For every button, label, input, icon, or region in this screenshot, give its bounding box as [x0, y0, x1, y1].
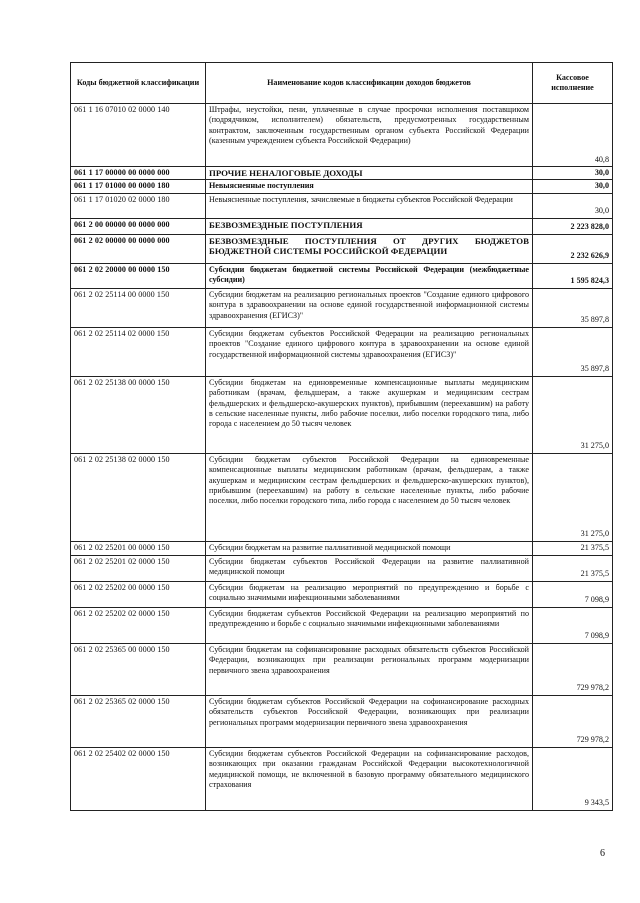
row-code: 061 2 00 00000 00 0000 000: [71, 218, 206, 234]
table-row: [71, 180, 613, 193]
row-code: 061 2 02 25365 00 0000 150: [71, 643, 206, 695]
row-amount: 30,0: [533, 193, 613, 218]
row-amount: 7 098,9: [533, 607, 613, 643]
row-amount: 31 275,0: [533, 376, 613, 453]
header-code: Коды бюджетной классификации: [71, 63, 206, 104]
row-name: Штрафы, неустойки, пени, уплаченные в случае просрочки исполнения поставщиком (подрядчиком, исполнителем) обязательств, предусмотренных государственным контрактом, заключенным государственным органом субъекта Российской Федерации (казенным учреждением субъекта Российской Федерации): [206, 104, 533, 167]
row-name: Субсидии бюджетам субъектов Российской Федерации на развитие паллиативной медицинской помощи: [206, 555, 533, 581]
row-amount: 729 978,2: [533, 695, 613, 747]
row-amount: 30,0: [533, 167, 613, 180]
row-amount: 35 897,8: [533, 288, 613, 327]
table-row: [71, 541, 613, 555]
row-name: Субсидии бюджетам субъектов Российской Федерации на реализацию региональных проектов "Создание единого цифрового контура в здравоохранении на основе единой государственной информационной системы здравоохранения (ЕГИСЗ)": [206, 327, 533, 376]
row-code: 061 1 17 00000 00 0000 000: [71, 167, 206, 180]
row-name: Субсидии бюджетам бюджетной системы Российской Федерации (межбюджетные субсидии): [206, 263, 533, 288]
row-amount: 2 223 828,0: [533, 218, 613, 234]
table-row: [71, 327, 613, 376]
row-name: Субсидии бюджетам на реализацию региональных проектов "Создание единого цифрового контура в здравоохранении на основе единой государственной информационной системы здравоохранения (ЕГИСЗ)": [206, 288, 533, 327]
row-amount: 2 232 626,9: [533, 234, 613, 263]
row-amount: 21 375,5: [533, 555, 613, 581]
row-amount: 7 098,9: [533, 581, 613, 607]
row-code: 061 2 02 25138 02 0000 150: [71, 453, 206, 541]
row-code: 061 1 17 01000 00 0000 180: [71, 180, 206, 193]
row-name: Субсидии бюджетам субъектов Российской Федерации на софинансирование расходных обязательств субъектов Российской Федерации, возникающих при реализации региональных программ модернизации первичного звена здравоохранения: [206, 695, 533, 747]
row-amount: 9 343,5: [533, 747, 613, 810]
header-amount: Кассовое исполнение: [533, 63, 613, 104]
row-code: 061 2 02 25114 02 0000 150: [71, 327, 206, 376]
row-amount: 40,8: [533, 104, 613, 167]
row-name: Субсидии бюджетам субъектов Российской Федерации на реализацию мероприятий по предупреждению и борьбе с социально значимыми инфекционными заболеваниями: [206, 607, 533, 643]
table-row: [71, 167, 613, 180]
table-row: [71, 643, 613, 695]
table-row: [71, 376, 613, 453]
row-name: Невыясненные поступления: [206, 180, 533, 193]
table-row: [71, 218, 613, 234]
table-row: [71, 288, 613, 327]
row-code: 061 2 02 25201 02 0000 150: [71, 555, 206, 581]
row-amount: 21 375,5: [533, 541, 613, 555]
table-row: [71, 747, 613, 810]
row-name: Невыясненные поступления, зачисляемые в бюджеты субъектов Российской Федерации: [206, 193, 533, 218]
table-row: [71, 607, 613, 643]
page-number: 6: [600, 848, 605, 859]
row-code: 061 2 02 25114 00 0000 150: [71, 288, 206, 327]
table-row: [71, 193, 613, 218]
table-row: [71, 581, 613, 607]
row-code: 061 1 17 01020 02 0000 180: [71, 193, 206, 218]
table-row: [71, 555, 613, 581]
row-code: 061 2 02 25402 02 0000 150: [71, 747, 206, 810]
row-name: Субсидии бюджетам на развитие паллиативной медицинской помощи: [206, 541, 533, 555]
row-amount: 31 275,0: [533, 453, 613, 541]
table-row: [71, 453, 613, 541]
table-row: [71, 104, 613, 167]
table-row: [71, 695, 613, 747]
row-name: ПРОЧИЕ НЕНАЛОГОВЫЕ ДОХОДЫ: [206, 167, 533, 180]
header-name: Наименование кодов классификации доходов бюджетов: [206, 63, 533, 104]
row-amount: 35 897,8: [533, 327, 613, 376]
table-row: [71, 263, 613, 288]
row-name: Субсидии бюджетам на реализацию мероприятий по предупреждению и борьбе с социально значимыми инфекционными заболеваниями: [206, 581, 533, 607]
table-header-row: [71, 63, 613, 104]
row-code: 061 2 02 25138 00 0000 150: [71, 376, 206, 453]
row-code: 061 2 02 25202 00 0000 150: [71, 581, 206, 607]
row-name: Субсидии бюджетам на софинансирование расходных обязательств субъектов Российской Федерации, возникающих при реализации региональных программ модернизации первичного звена здравоохранения: [206, 643, 533, 695]
row-code: 061 2 02 25365 02 0000 150: [71, 695, 206, 747]
row-code: 061 2 02 25201 00 0000 150: [71, 541, 206, 555]
row-name: Субсидии бюджетам субъектов Российской Федерации на софинансирование расходов, возникающих при оказании гражданам Российской Федерации высокотехнологичной медицинской помощи, не включенной в базовую программу обязательного медицинского страхования: [206, 747, 533, 810]
row-name: Субсидии бюджетам на единовременные компенсационные выплаты медицинским работникам (врачам, фельдшерам, а также акушеркам и медицинским сестрам фельдшерских и фельдшерско-акушерских пунктов), прибывшим (переехавшим) на работу в сельские населенные пункты, либо рабочие поселки, либо поселки городского типа, либо города с населением до 50 тысяч человек: [206, 376, 533, 453]
budget-revenue-table: [70, 62, 613, 811]
row-code: 061 1 16 07010 02 0000 140: [71, 104, 206, 167]
row-name: БЕЗВОЗМЕЗДНЫЕ ПОСТУПЛЕНИЯ ОТ ДРУГИХ БЮДЖЕТОВ БЮДЖЕТНОЙ СИСТЕМЫ РОССИЙСКОЙ ФЕДЕРАЦИИ: [206, 234, 533, 263]
row-amount: 1 595 824,3: [533, 263, 613, 288]
row-code: 061 2 02 00000 00 0000 000: [71, 234, 206, 263]
row-amount: 30,0: [533, 180, 613, 193]
row-code: 061 2 02 25202 02 0000 150: [71, 607, 206, 643]
row-name: Субсидии бюджетам субъектов Российской Федерации на единовременные компенсационные выплаты медицинским работникам (врачам, фельдшерам, а также акушеркам и медицинским сестрам фельдшерских и фельдшерско-акушерских пунктов), прибывшим (переехавшим) на работу в сельские населенные пункты, либо рабочие поселки, либо поселки городского типа, либо города с населением до 50 тысяч человек: [206, 453, 533, 541]
row-amount: 729 978,2: [533, 643, 613, 695]
row-code: 061 2 02 20000 00 0000 150: [71, 263, 206, 288]
row-name: БЕЗВОЗМЕЗДНЫЕ ПОСТУПЛЕНИЯ: [206, 218, 533, 234]
table-row: [71, 234, 613, 263]
